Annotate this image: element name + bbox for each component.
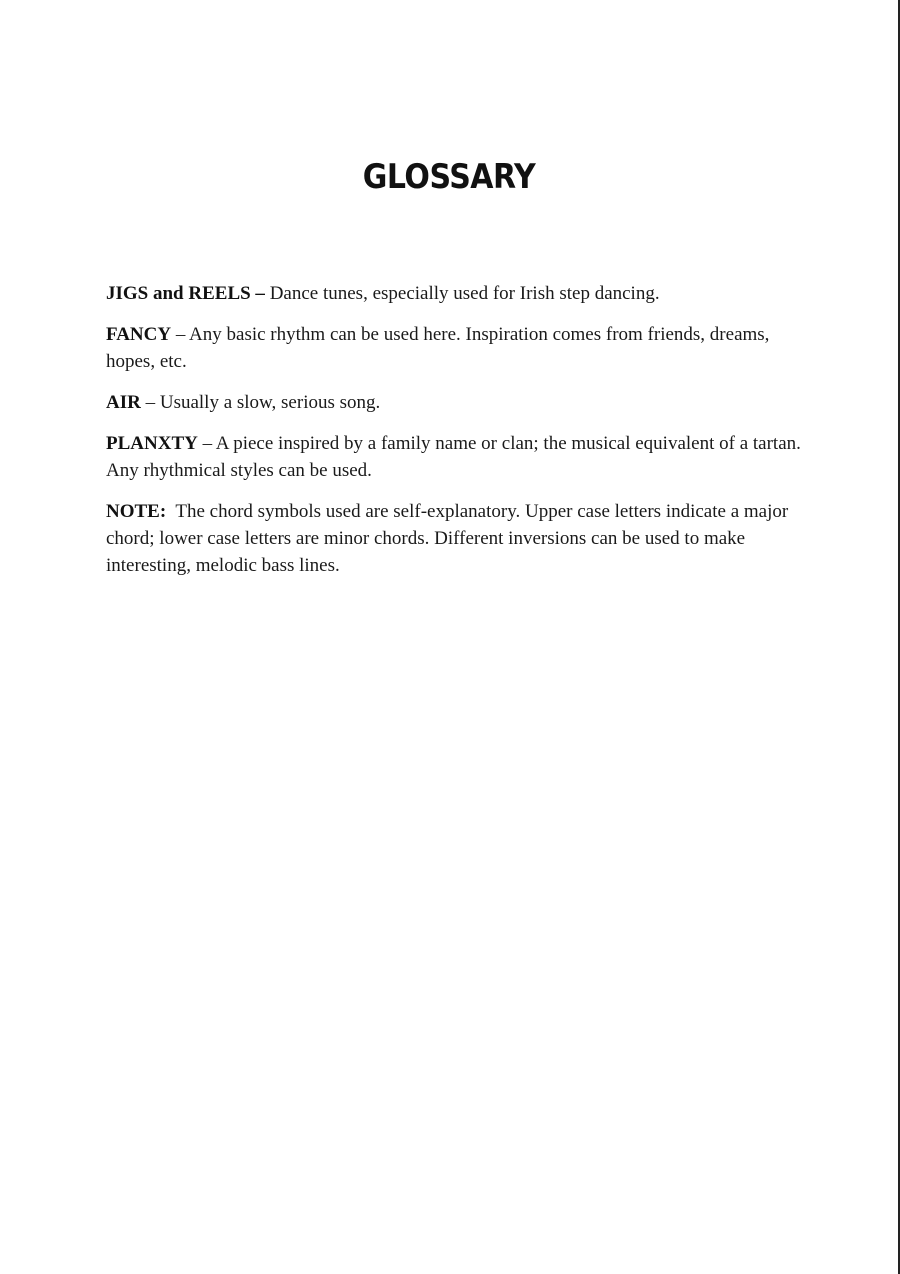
glossary-entry-planxty — [106, 430, 806, 484]
glossary-term: FANCY — [106, 324, 172, 345]
glossary-entry-air — [106, 389, 806, 416]
glossary-term: NOTE: — [106, 501, 167, 522]
glossary-entry-fancy — [106, 321, 806, 375]
glossary-entry-note — [106, 498, 806, 579]
page-title: GLOSSARY — [362, 157, 536, 198]
glossary-term: AIR — [106, 392, 141, 413]
glossary-list — [106, 280, 806, 593]
glossary-entry-jigs-and-reels — [106, 280, 806, 307]
glossary-definition: The chord symbols used are self-explanatory. Upper case letters indicate a major chord; lower case letters are minor chords. Different inversions can be used to make interesting, melodic bass lines. — [106, 501, 789, 576]
glossary-term: PLANXTY — [106, 433, 198, 454]
glossary-definition: – A piece inspired by a family name or clan; the musical equivalent of a tartan. Any rhythmical styles can be used. — [106, 433, 801, 481]
glossary-definition: Dance tunes, especially used for Irish step dancing. — [264, 283, 660, 304]
glossary-term: JIGS and REELS – — [106, 283, 265, 304]
glossary-definition: – Any basic rhythm can be used here. Inspiration comes from friends, dreams, hopes, etc. — [106, 324, 770, 372]
glossary-definition: – Usually a slow, serious song. — [140, 392, 381, 413]
